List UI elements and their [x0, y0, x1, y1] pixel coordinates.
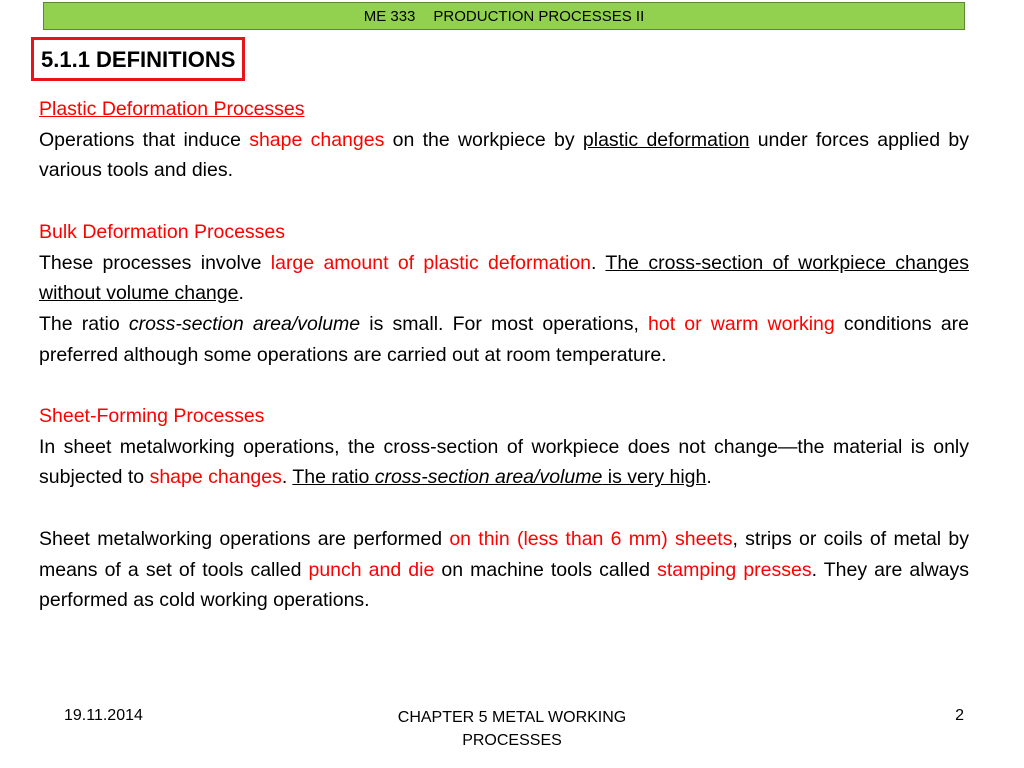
- highlight-stamping-presses: stamping presses: [657, 558, 812, 581]
- course-title: PRODUCTION PROCESSES II: [433, 8, 645, 25]
- text-run: In sheet metalworking operations, the cross-section of workpiece does not change—the material is only subjected to: [39, 435, 969, 489]
- italic-ratio: cross-section area/volume: [128, 312, 361, 335]
- underlined-plastic-deformation: plastic deformation: [582, 128, 750, 151]
- slide-header-bar: [43, 2, 965, 30]
- plastic-deformation-text: [39, 125, 969, 186]
- text-run: Sheet metalworking operations are performed: [39, 527, 450, 550]
- underlined-ratio: The ratio: [292, 466, 375, 489]
- plastic-deformation-title: Plastic Deformation Processes: [39, 98, 305, 120]
- text-run: on machine tools called: [434, 558, 658, 581]
- text-run: Operations that induce: [39, 128, 250, 151]
- text-run: is small. For most operations,: [360, 312, 648, 335]
- text-run: .: [238, 282, 244, 305]
- highlight-shape-changes: shape changes: [149, 466, 282, 489]
- slide-body: [39, 94, 969, 616]
- page-number: 2: [955, 707, 964, 724]
- text-run: .: [706, 466, 712, 489]
- highlight-punch-and-die: punch and die: [308, 558, 435, 581]
- sheet-forming-title: Sheet-Forming Processes: [39, 405, 265, 427]
- highlight-thin-sheets: on thin (less than 6 mm) sheets: [449, 527, 733, 550]
- text-run: conditions are preferred although some operations are carried out at room temperature.: [39, 312, 970, 366]
- text-run: on the workpiece by: [384, 128, 583, 151]
- text-run: The ratio: [39, 312, 129, 335]
- text-run: . They are always performed as cold working operations.: [39, 558, 969, 612]
- sheet-forming-text-2: [39, 524, 969, 616]
- highlight-large-amount: large amount of plastic deformation: [270, 251, 592, 274]
- text-run: under forces applied by various tools and dies.: [39, 128, 969, 182]
- sheet-forming-text-1: [39, 432, 969, 493]
- bulk-deformation-text-2: [39, 309, 969, 370]
- text-run: .: [591, 251, 606, 274]
- text-run: .: [281, 466, 293, 489]
- footer-date: 19.11.2014: [64, 707, 143, 724]
- underlined-italic-ratio: cross-section area/volume: [374, 466, 603, 489]
- course-code: ME 333: [363, 8, 416, 25]
- text-run: , strips or coils of metal by means of a set of tools called: [39, 527, 969, 581]
- bulk-deformation-title: Bulk Deformation Processes: [39, 220, 286, 243]
- footer-chapter-title: CHAPTER 5 METAL WORKING PROCESSES: [397, 709, 627, 749]
- underlined-cross-section-statement: The cross-section of workpiece changes without volume change: [39, 251, 969, 305]
- highlight-shape-changes: shape changes: [249, 128, 385, 151]
- text-run: These processes involve: [39, 251, 271, 274]
- highlight-hot-or-warm: hot or warm working: [648, 312, 835, 335]
- underlined-very-high: is very high: [602, 466, 707, 489]
- section-heading: 5.1.1 DEFINITIONS: [31, 37, 245, 81]
- bulk-deformation-text-1: [39, 248, 969, 309]
